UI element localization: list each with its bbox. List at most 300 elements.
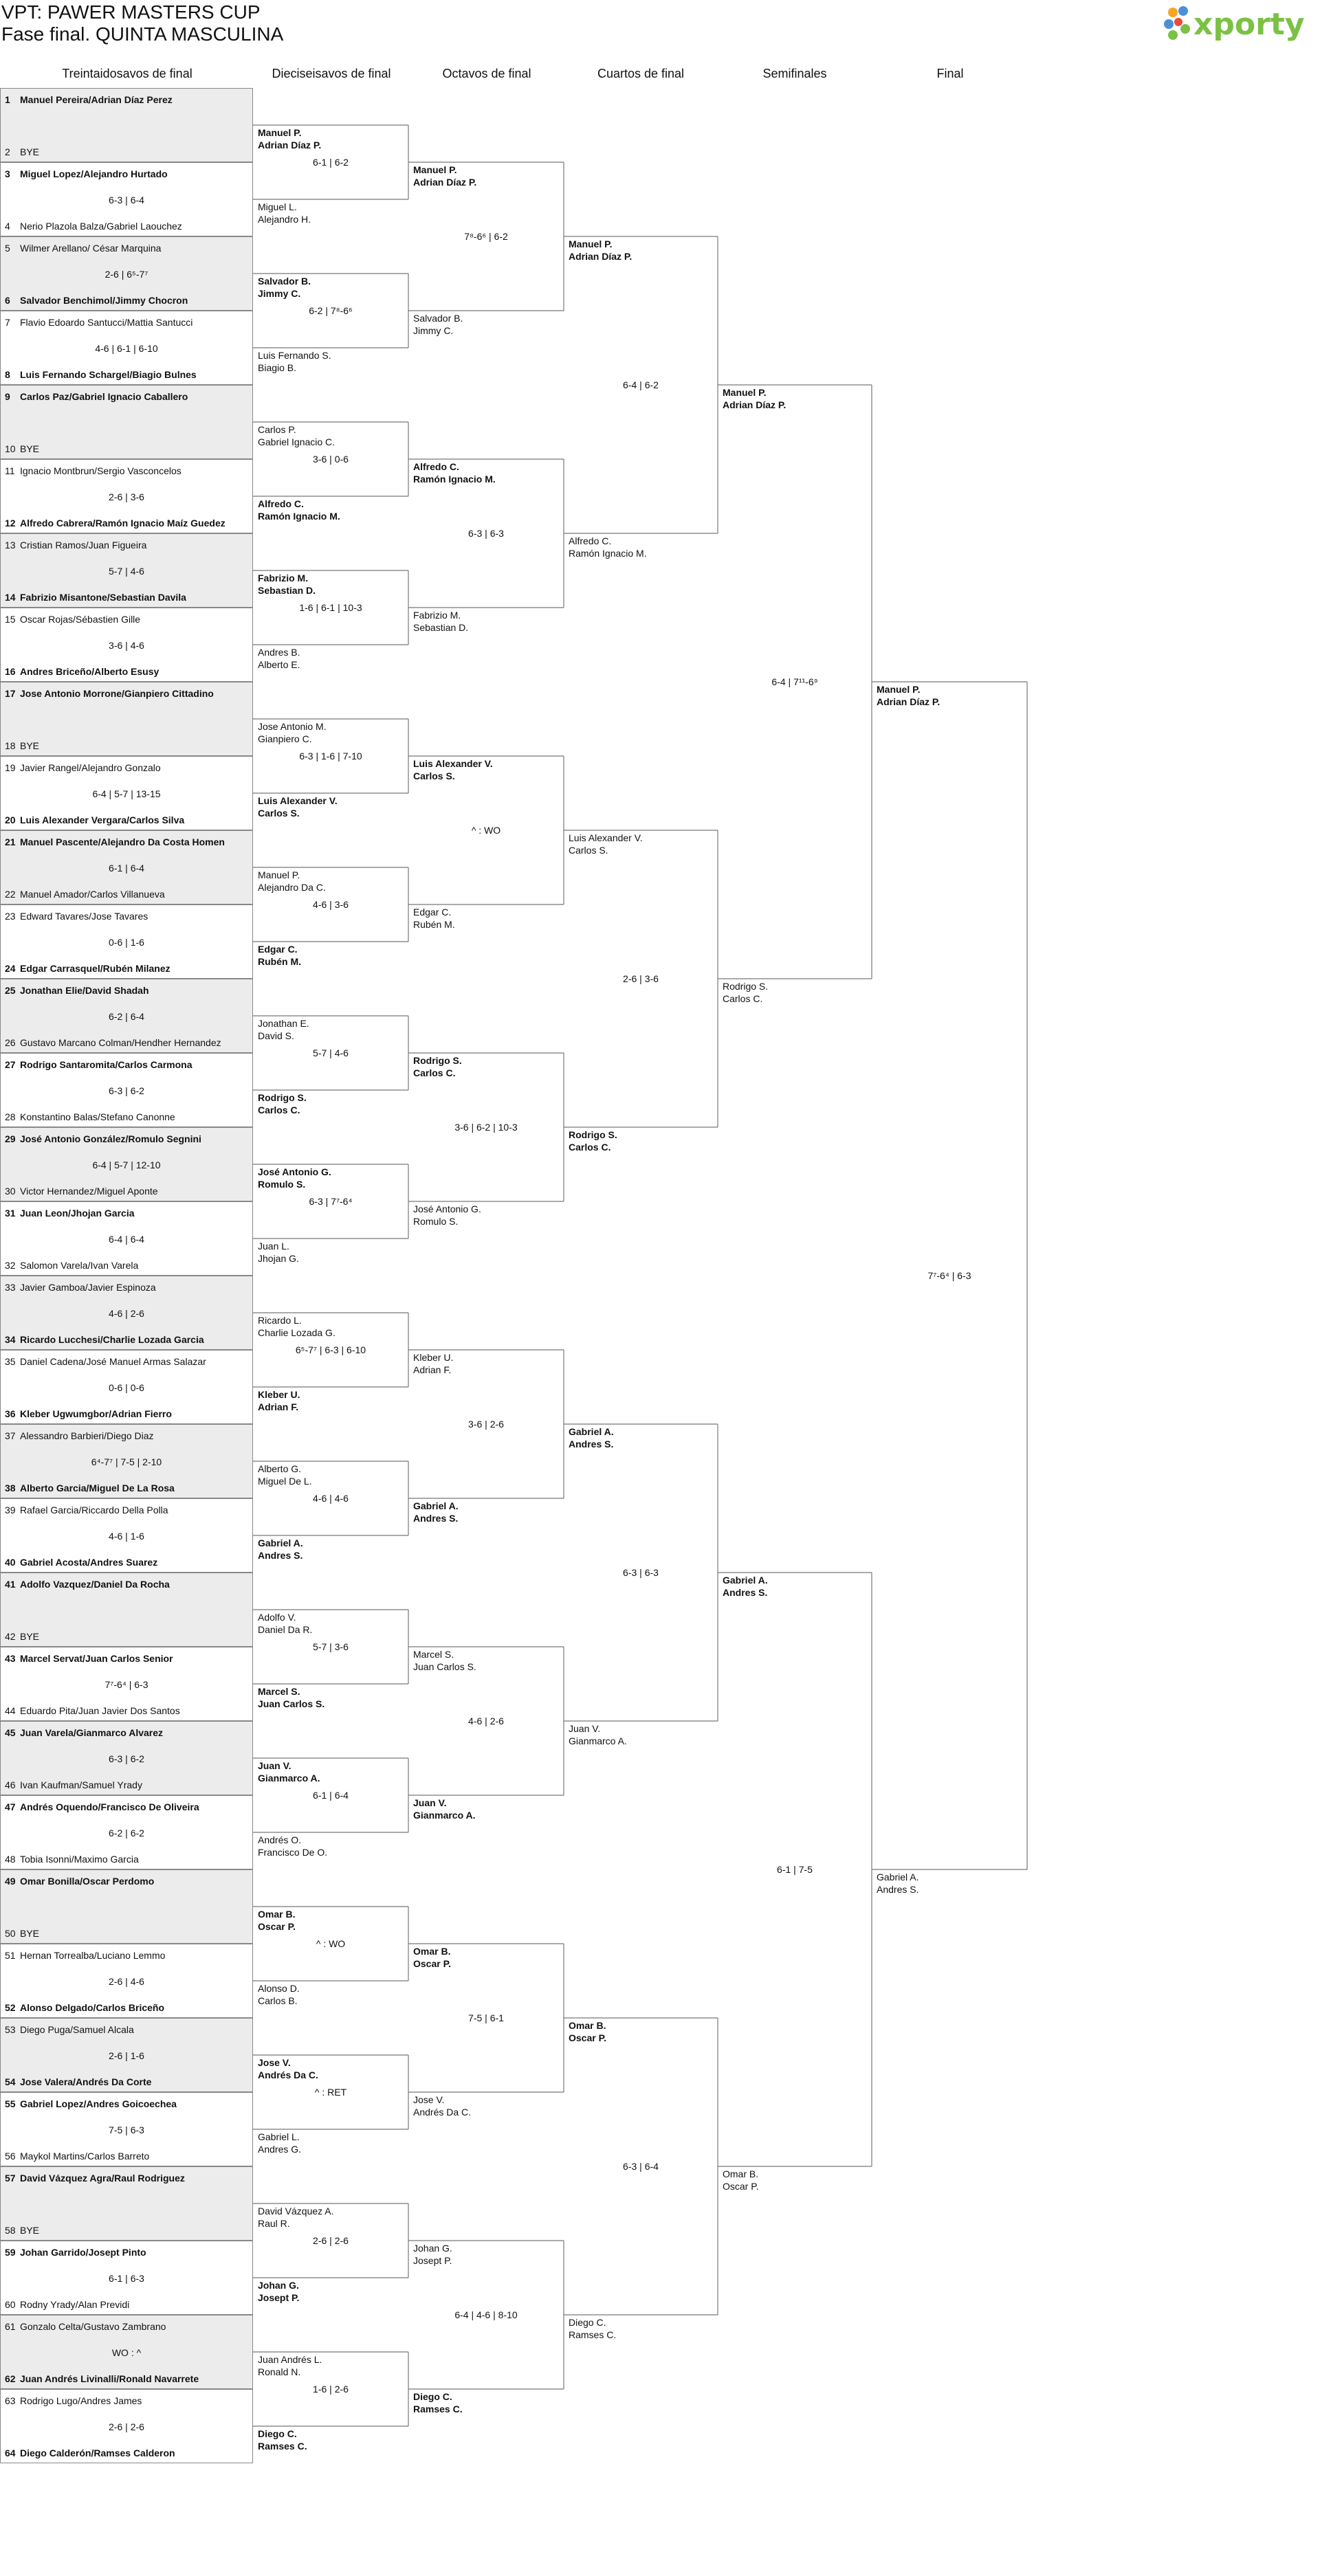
match-score: 6-4 | 6-2 [623,379,659,390]
player-name: Johan G. [413,2243,452,2254]
player-name: Oscar P. [569,2032,607,2043]
player-name: Ronald N. [258,2366,301,2377]
seed-number: 38 [5,1483,16,1494]
player-name: Juan Carlos S. [258,1698,325,1709]
seed-number: 6 [5,295,10,306]
seed-number: 29 [5,1133,16,1144]
seed-number: 47 [5,1801,16,1812]
team-b [5,369,197,380]
match-score: 6-1 | 6-4 [109,863,144,874]
player-name: Ricardo L. [258,1315,302,1326]
match-box [0,1127,253,1201]
team-name: Salvador Benchimol/Jimmy Chocron [20,295,188,306]
team-b [258,1537,303,1562]
match-box [0,830,253,904]
player-name: Jonathan E. [258,1018,309,1029]
player-name: Luis Alexander V. [258,795,338,806]
player-name: Sebastian D. [258,585,316,596]
team-b [258,1388,300,1413]
team-name: Juan Andrés Livinalli/Ronald Navarrete [20,2373,199,2384]
seed-number: 22 [5,889,16,900]
match-score: 6-3 | 6-4 [109,195,144,206]
team-b [258,2428,307,2452]
team-a [569,238,632,263]
team-a [413,2242,452,2267]
player-name: Alejandro H. [258,214,311,225]
player-name: Andres S. [877,1884,919,1895]
player-name: Oscar P. [258,1921,296,1932]
seed-number: 1 [5,94,10,105]
seed-number: 42 [5,1631,16,1642]
match-score: 2-6 | 3-6 [623,973,659,984]
seed-number: 28 [5,1111,16,1122]
match-box [0,1795,253,1869]
player-name: Gianmarco A. [569,1735,627,1746]
team-b [569,1129,617,1153]
match-score: 2-6 | 2-6 [109,2421,144,2432]
match-score: 2-6 | 4-6 [109,1976,144,1987]
player-name: David Vázquez A. [258,2206,334,2217]
team-b [258,2279,299,2304]
match-box [0,459,253,533]
match-score: 2-6 | 2-6 [313,2235,349,2246]
match-box [0,1647,253,1721]
team-a [413,1945,451,1970]
player-name: Carlos S. [413,770,455,781]
seed-number: 64 [5,2447,16,2458]
team-name: Johan Garrido/Josept Pinto [20,2247,146,2258]
seed-number: 53 [5,2024,16,2035]
team-name: Diego Calderón/Ramses Calderon [20,2447,175,2458]
match-score: WO : ^ [111,2347,142,2358]
match-score: 4-6 | 1-6 [109,1531,144,1542]
seed-number: 35 [5,1356,16,1367]
team-a [5,688,214,699]
player-name: Andrés O. [258,1834,302,1845]
match-score: 0-6 | 1-6 [109,937,144,948]
player-name: Johan G. [258,2280,299,2291]
team-name: Alessandro Barbieri/Diego Diaz [20,1430,154,1441]
team-b [5,1705,180,1716]
match-score: 6-3 | 6-4 [623,2161,659,2172]
match-score: 0-6 | 0-6 [109,1382,144,1393]
match-box [0,2092,253,2166]
team-b [5,221,182,232]
match-box [0,162,253,236]
player-name: Adolfo V. [258,1612,296,1623]
team-name: Maykol Martins/Carlos Barreto [20,2151,150,2162]
team-b [258,201,311,225]
seed-number: 61 [5,2321,16,2332]
player-name: Salvador B. [413,313,463,324]
player-name: Manuel P. [723,387,767,398]
player-name: Luis Alexander V. [569,832,643,843]
player-name: Raul R. [258,2218,290,2229]
team-b [5,666,159,677]
team-a [5,762,161,773]
match-score: 6-2 | 7⁸-6⁶ [309,305,353,316]
player-name: Luis Alexander V. [413,758,493,769]
seed-number: 41 [5,1579,16,1590]
match-score: 6-4 | 4-6 | 8-10 [454,2309,518,2320]
player-name: Edgar C. [413,907,452,918]
team-name: Alberto Garcia/Miguel De La Rosa [20,1483,175,1494]
player-name: Salvador B. [258,276,311,287]
match-score: 6-3 | 6-2 [109,1753,144,1764]
team-a [258,1759,320,1784]
match-box [0,311,253,385]
player-name: Manuel P. [258,127,302,138]
team-a [5,465,182,476]
seed-number: 39 [5,1504,16,1515]
team-a [5,1727,163,1738]
team-b [258,1834,327,1858]
team-b [5,2447,175,2458]
team-b [5,1186,158,1197]
player-name: José Antonio G. [258,1166,331,1177]
team-name: Juan Leon/Jhojan Garcia [20,1208,135,1219]
seed-number: 49 [5,1876,16,1887]
match-box [0,2018,253,2092]
team-a [258,275,311,300]
seed-number: 11 [5,465,15,476]
team-name: Rodrigo Lugo/Andres James [20,2395,142,2406]
player-name: Omar B. [569,2020,606,2031]
seed-number: 14 [5,592,16,603]
team-b [258,646,300,671]
team-name: Luis Alexander Vergara/Carlos Silva [20,814,185,825]
team-a [5,1653,173,1664]
match-box [0,88,253,162]
team-b [413,1797,476,1821]
seed-number: 63 [5,2395,16,2406]
player-name: Gabriel A. [258,1537,303,1548]
match-score: 3-6 | 4-6 [109,640,144,651]
seed-number: 19 [5,762,16,773]
team-name: Jose Valera/Andrés Da Corte [20,2076,152,2087]
player-name: Adrian Díaz P. [258,140,322,151]
team-a [723,386,786,411]
player-name: Carlos C. [413,1067,456,1078]
team-name: Alonso Delgado/Carlos Briceño [20,2002,165,2013]
team-a [5,1430,154,1441]
team-name: Luis Fernando Schargel/Biagio Bulnes [20,369,197,380]
team-b [877,1871,918,1896]
team-b [5,1928,39,1939]
player-name: Alberto E. [258,659,300,670]
match-box [0,1944,253,2018]
player-name: Juan V. [258,1760,292,1771]
team-name: Manuel Amador/Carlos Villanueva [20,889,165,900]
team-a [258,2353,322,2378]
player-name: Andres S. [258,1550,303,1561]
match-score: 6-3 | 6-2 [109,1085,144,1096]
team-a [5,1876,154,1887]
match-score: 6-4 | 6-4 [109,1234,144,1245]
team-a [413,1351,453,1376]
player-name: Kleber U. [258,1389,300,1400]
team-name: Adolfo Vazquez/Daniel Da Rocha [20,1579,170,1590]
seed-number: 31 [5,1208,16,1219]
match-box [0,2389,253,2463]
team-b [5,963,170,974]
seed-number: 15 [5,614,16,625]
team-b [258,1091,307,1116]
match-box [0,682,253,756]
seed-number: 56 [5,2151,16,2162]
team-name: Tobia Isonni/Maximo Garcia [20,1854,139,1865]
team-name: Ivan Kaufman/Samuel Yrady [20,1779,142,1790]
player-name: Andres G. [258,2144,302,2155]
player-name: Diego C. [413,2391,452,2402]
team-a [5,614,140,625]
team-name: Ricardo Lucchesi/Charlie Lozada Garcia [20,1334,204,1345]
team-name: Andrés Oquendo/Francisco De Oliveira [20,1801,199,1812]
team-b [5,1408,172,1419]
seed-number: 18 [5,740,16,751]
team-name: Salomon Varela/Ivan Varela [20,1260,139,1271]
player-name: Juan V. [569,1723,601,1734]
player-name: Marcel S. [413,1649,454,1660]
player-name: Andrés Da C. [258,2069,318,2080]
player-name: José Antonio G. [413,1203,481,1214]
round-header: Final [936,67,964,80]
player-name: Carlos C. [723,993,763,1004]
seed-number: 54 [5,2076,16,2087]
player-name: Ramses C. [258,2441,307,2452]
team-a [5,2321,166,2332]
player-name: Andres S. [413,1513,459,1524]
player-name: Manuel P. [569,238,613,249]
match-score: 3-6 | 0-6 [313,454,349,465]
player-name: Sebastian D. [413,622,469,633]
match-score: 4-6 | 4-6 [313,1493,349,1504]
seed-number: 17 [5,688,16,699]
match-score: 6-4 | 5-7 | 13-15 [92,788,161,799]
team-b [258,498,340,522]
team-a [5,1579,170,1590]
seed-number: 30 [5,1186,16,1197]
match-score: 6-4 | 5-7 | 12-10 [92,1159,161,1170]
team-name: Edgar Carrasquel/Rubén Milanez [20,963,170,974]
team-name: Konstantino Balas/Stefano Canonne [20,1111,175,1122]
player-name: Gianpiero C. [258,733,312,744]
team-name: Javier Gamboa/Javier Espinoza [20,1282,156,1293]
match-box [0,979,253,1053]
player-name: Adrian Díaz P. [877,696,940,707]
match-score: 6-2 | 6-4 [109,1011,144,1022]
team-b [413,1203,481,1228]
team-a [258,2056,318,2081]
seed-number: 25 [5,985,16,996]
team-a [258,1314,336,1339]
team-name: BYE [20,443,40,454]
match-box [0,533,253,608]
match-box [0,1498,253,1573]
match-score: 4-6 | 6-1 | 6-10 [95,343,158,354]
team-name: David Vázquez Agra/Raul Rodriguez [20,2173,185,2184]
player-name: Ramón Ignacio M. [569,548,647,559]
match-score: 2-6 | 6⁵-7⁷ [104,269,148,280]
team-b [5,740,39,751]
match-score: ^ : WO [471,825,501,836]
match-score: 7-5 | 6-1 [468,2012,504,2023]
team-b [5,592,186,603]
team-a [413,1054,462,1079]
team-b [258,795,338,819]
team-a [258,1908,296,1933]
page-title: VPT: PAWER MASTERS CUP [1,1,261,23]
player-name: Adrian F. [413,1364,452,1375]
player-name: Juan Carlos S. [413,1661,476,1672]
team-a [258,720,327,745]
team-a [413,757,493,782]
seed-number: 55 [5,2098,16,2109]
team-name: Nerio Plazola Balza/Gabriel Laouchez [20,221,182,232]
seed-number: 60 [5,2299,16,2310]
team-a [258,1463,312,1487]
team-name: BYE [20,2225,40,2236]
player-name: Gabriel L. [258,2131,300,2142]
seed-number: 48 [5,1854,16,1865]
team-b [5,2373,199,2384]
player-name: Oscar P. [723,2181,759,2192]
team-name: Cristian Ramos/Juan Figueira [20,540,147,551]
player-name: Romulo S. [413,1216,459,1227]
team-b [413,2094,471,2118]
team-name: Gustavo Marcano Colman/Hendher Hernandez [20,1037,221,1048]
team-name: Wilmer Arellano/ César Marquina [20,243,162,254]
player-name: Omar B. [723,2168,759,2179]
match-score: ^ : RET [314,2087,347,2098]
team-b [569,535,647,559]
team-name: Ignacio Montbrun/Sergio Vasconcelos [20,465,182,476]
player-name: Juan L. [258,1241,289,1252]
team-b [5,443,39,454]
match-box [0,904,253,979]
seed-number: 21 [5,836,16,847]
player-name: Rodrigo S. [723,981,769,992]
match-box [0,2241,253,2315]
team-name: Manuel Pereira/Adrian Díaz Perez [20,94,173,105]
team-b [5,2225,39,2236]
page-subtitle: Fase final. QUINTA MASCULINA [1,23,284,45]
player-name: Carlos C. [258,1104,300,1115]
seed-number: 23 [5,911,16,922]
match-box [0,1721,253,1795]
team-b [5,518,226,529]
team-b [5,1334,204,1345]
player-name: Gabriel A. [569,1426,614,1437]
team-a [5,985,149,996]
team-name: Rafael Garcia/Riccardo Della Polla [20,1504,168,1515]
player-name: Andres B. [258,647,300,658]
team-b [5,1111,175,1122]
player-name: Charlie Lozada G. [258,1327,336,1338]
seed-number: 50 [5,1928,16,1939]
match-score: 6⁵-7⁷ | 6-3 | 6-10 [295,1344,366,1355]
match-score: ^ : WO [316,1938,346,1949]
player-name: Jimmy C. [258,288,301,299]
team-b [5,1854,139,1865]
team-b [5,889,165,900]
team-name: Andres Briceño/Alberto Esusy [20,666,160,677]
seed-number: 33 [5,1282,16,1293]
player-name: Diego C. [569,2317,606,2328]
team-b [5,1260,138,1271]
team-b [5,814,184,825]
match-score: 7⁷-6⁴ | 6-3 [927,1270,971,1281]
player-name: Rubén M. [413,919,455,930]
match-score: 5-7 | 3-6 [313,1641,349,1652]
match-box [0,385,253,459]
team-a [5,1504,168,1515]
team-name: Flavio Edoardo Santucci/Mattia Santucci [20,317,193,328]
seed-number: 32 [5,1260,16,1271]
team-name: José Antonio González/Romulo Segnini [20,1133,201,1144]
team-a [5,94,173,105]
player-name: Alberto G. [258,1463,302,1474]
match-box [0,1573,253,1647]
player-name: David S. [258,1030,294,1041]
team-a [5,168,168,179]
player-name: Miguel De L. [258,1476,312,1487]
seed-number: 24 [5,963,16,974]
player-name: Daniel Da R. [258,1624,313,1635]
team-a [569,2019,606,2044]
player-name: Carlos S. [569,845,608,856]
seed-number: 57 [5,2173,16,2184]
team-a [413,1648,476,1673]
match-score: 4-6 | 3-6 [313,899,349,910]
player-name: Edgar C. [258,944,298,955]
seed-number: 27 [5,1059,16,1070]
match-box [0,2315,253,2389]
player-name: Omar B. [258,1909,296,1920]
team-a [258,1017,309,1042]
team-b [413,906,455,931]
seed-number: 2 [5,146,10,157]
match-score: 6-3 | 1-6 | 7-10 [299,751,362,762]
team-name: Jose Antonio Morrone/Gianpiero Cittadino [20,688,214,699]
player-name: Gabriel Ignacio C. [258,436,336,447]
team-b [5,2151,149,2162]
player-name: Jose V. [413,2094,445,2105]
match-score: 5-7 | 4-6 [109,566,144,577]
team-name: Marcel Servat/Juan Carlos Senior [20,1653,173,1664]
seed-number: 20 [5,814,16,825]
player-name: Gabriel A. [723,1575,768,1586]
team-b [258,349,331,374]
player-name: Romulo S. [258,1179,306,1190]
team-b [723,2168,759,2192]
player-name: Alejandro Da C. [258,882,326,893]
team-name: BYE [20,146,40,157]
team-a [258,869,326,893]
player-name: Jose V. [258,2057,291,2068]
team-a [569,1425,614,1450]
team-name: Carlos Paz/Gabriel Ignacio Caballero [20,391,188,402]
team-name: Fabrizio Misantone/Sebastian Davila [20,592,186,603]
team-name: Manuel Pascente/Alejandro Da Costa Homen [20,836,225,847]
round-header: Cuartos de final [597,67,685,80]
player-name: Adrian Díaz P. [723,399,786,410]
match-score: 7⁸-6⁶ | 6-2 [464,231,508,242]
team-a [5,2173,185,2184]
match-score: 1-6 | 6-1 | 10-3 [299,602,362,613]
team-b [5,1631,39,1642]
player-name: Biagio B. [258,362,297,373]
